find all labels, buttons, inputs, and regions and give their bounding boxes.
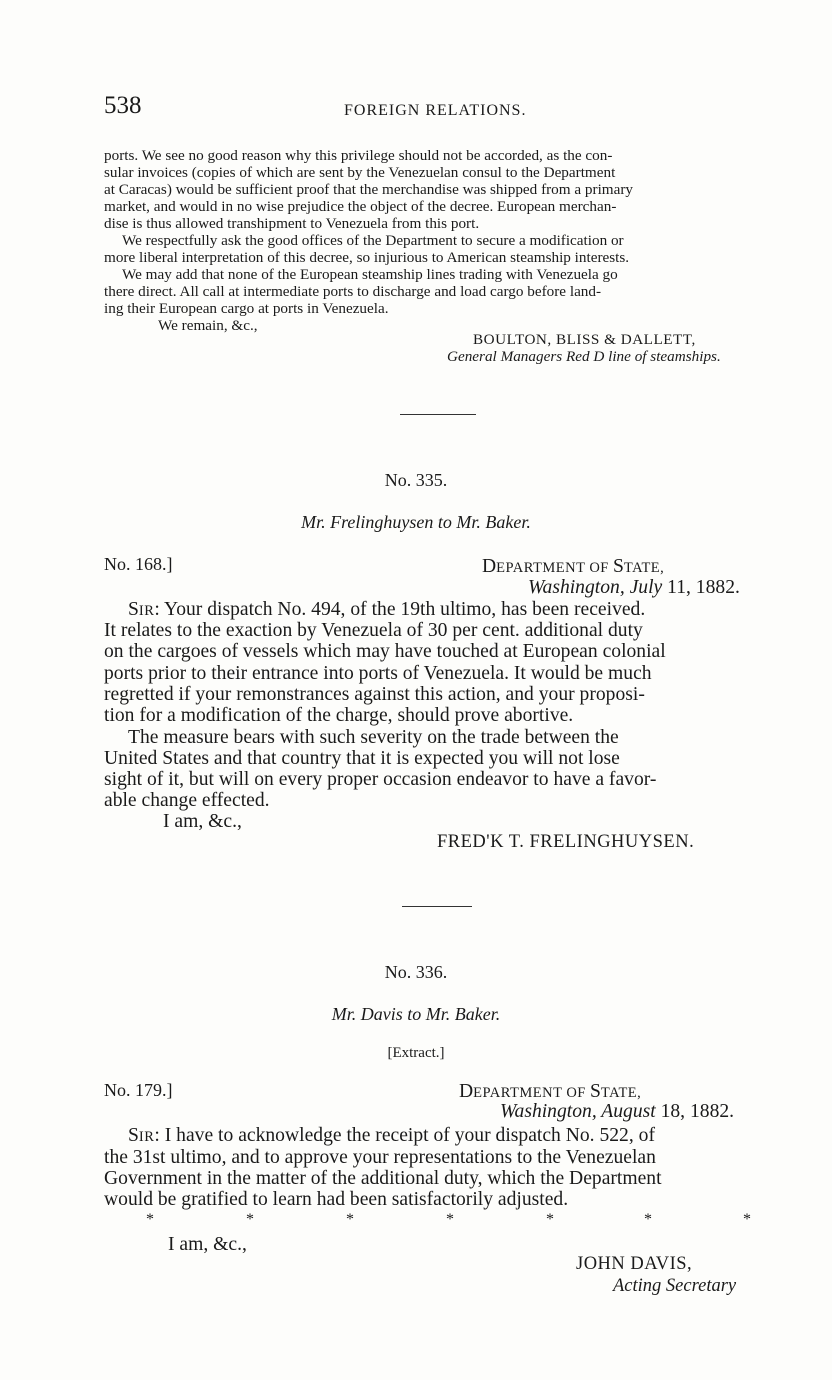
signature: BOULTON, BLISS & DALLETT, — [473, 331, 696, 348]
text-line: tion for a modification of the charge, should prove abortive. — [104, 705, 574, 726]
text-line: dise is thus allowed transhipment to Venezuela from this port. — [104, 215, 480, 232]
text-line: We respectfully ask the good offices of the Department to secure a modification or — [122, 232, 624, 249]
text-line: able change effected. — [104, 790, 270, 811]
text-line — [128, 1125, 655, 1148]
text-line: ing their European cargo at ports in Venezuela. — [104, 300, 389, 317]
text-line-content: : Your dispatch No. 494, of the 19th ultimo, has been received. — [154, 599, 646, 620]
text-line: Government in the matter of the additional duty, which the Department — [104, 1168, 662, 1189]
ellipsis-star: * — [644, 1211, 652, 1228]
closing: We remain, &c., — [158, 317, 258, 334]
salutation-initial: S — [128, 1125, 139, 1146]
salutation-initial: S — [128, 599, 139, 620]
text-line: United States and that country that it is expected you will not lose — [104, 748, 620, 769]
dateline-place: Washington, July — [528, 577, 663, 598]
closing: I am, &c., — [163, 811, 242, 832]
dateline — [528, 577, 740, 599]
text-line: We may add that none of the European steamship lines trading with Venezuela go — [122, 266, 618, 283]
signature: FRED'K T. FRELINGHUYSEN. — [437, 832, 695, 852]
ellipsis-star: * — [146, 1211, 154, 1228]
ellipsis-star: * — [546, 1211, 554, 1228]
signature-title: General Managers Red D line of steamships. — [447, 348, 721, 365]
text-line: at Caracas) would be sufficient proof that the merchandise was shipped from a primary — [104, 181, 633, 198]
ellipsis-stars — [0, 1211, 832, 1231]
text-line: on the cargoes of vessels which may have touched at European colonial — [104, 641, 666, 662]
dept-text: TATE, — [623, 560, 665, 576]
signature-title: Acting Secretary — [613, 1276, 737, 1296]
signature: JOHN DAVIS, — [576, 1254, 693, 1274]
section-divider — [400, 414, 476, 415]
text-line: ports. We see no good reason why this privilege should not be accorded, as the con- — [104, 147, 613, 164]
dispatch-reference: No. 179.] — [104, 1080, 173, 1100]
section-divider — [402, 906, 472, 907]
department-heading — [482, 556, 664, 578]
ellipsis-star: * — [743, 1211, 751, 1228]
dateline-date: 11, 1882. — [662, 577, 740, 598]
text-line: more liberal interpretation of this decree, so injurious to American steamship interests. — [104, 249, 630, 266]
text-line-content: : I have to acknowledge the receipt of your dispatch No. 522, of — [154, 1125, 655, 1146]
dateline — [500, 1101, 734, 1123]
extract-label: [Extract.] — [387, 1045, 445, 1061]
dept-text: EPARTMENT OF — [473, 1085, 590, 1101]
text-line: sular invoices (copies of which are sent by the Venezuelan consul to the Department — [104, 164, 616, 181]
text-line: the 31st ultimo, and to approve your representations to the Venezuelan — [104, 1147, 656, 1168]
text-line: market, and would in no wise prejudice the object of the decree. European merchan- — [104, 198, 617, 215]
closing: I am, &c., — [168, 1234, 247, 1255]
dateline-date: 18, 1882. — [655, 1101, 735, 1122]
document-heading: Mr. Davis to Mr. Baker. — [331, 1004, 501, 1024]
ellipsis-star: * — [346, 1211, 354, 1228]
dept-initial: D — [459, 1081, 474, 1102]
salutation-text: IR — [138, 603, 155, 619]
dateline-place: Washington, August — [500, 1101, 656, 1122]
ellipsis-star: * — [446, 1211, 454, 1228]
salutation-text: IR — [138, 1129, 155, 1145]
text-line: It relates to the exaction by Venezuela of 30 per cent. additional duty — [104, 620, 643, 641]
dept-text: TATE, — [600, 1085, 642, 1101]
dispatch-reference: No. 168.] — [104, 554, 173, 574]
text-line: regretted if your remonstrances against this action, and your proposi- — [104, 684, 645, 705]
dept-initial: S — [589, 1081, 601, 1102]
text-line — [128, 599, 645, 622]
document-number: No. 335. — [384, 470, 448, 490]
ellipsis-star: * — [246, 1211, 254, 1228]
dept-initial: D — [482, 556, 497, 577]
document-number: No. 336. — [384, 962, 448, 982]
running-title: FOREIGN RELATIONS. — [344, 102, 527, 119]
department-heading — [459, 1081, 641, 1103]
page-number: 538 — [104, 92, 142, 119]
text-line: The measure bears with such severity on the trade between the — [128, 727, 619, 748]
text-line: sight of it, but will on every proper occasion endeavor to have a favor- — [104, 769, 657, 790]
dept-initial: S — [612, 556, 624, 577]
text-line: ports prior to their entrance into ports of Venezuela. It would be much — [104, 663, 652, 684]
text-line: would be gratified to learn had been satisfactorily adjusted. — [104, 1189, 569, 1210]
dept-text: EPARTMENT OF — [496, 560, 613, 576]
text-line: there direct. All call at intermediate ports to discharge and load cargo before land- — [104, 283, 602, 300]
document-heading: Mr. Frelinghuysen to Mr. Baker. — [301, 512, 531, 532]
